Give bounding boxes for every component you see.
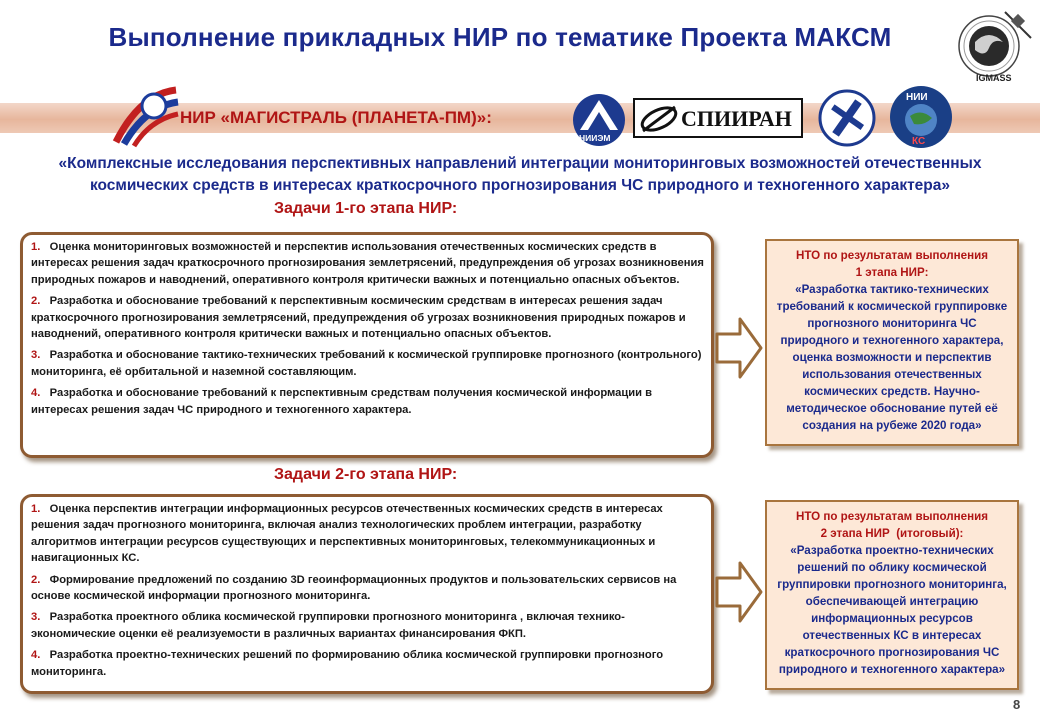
task-text: Разработка проектно-технических решений по формированию облика космической группировки прогнозного мониторинга. — [31, 649, 664, 678]
stage-2-tasks-box — [20, 494, 714, 694]
stage-1-heading: Задачи 1-го этапа НИР: — [274, 200, 458, 217]
stage-2-task — [31, 501, 705, 567]
task-number: 3. — [31, 349, 41, 362]
result-stage-label — [773, 525, 1011, 542]
result-heading: НТО по результатам выполнения — [795, 249, 989, 262]
result-description: «Разработка тактико-технических требований к космической группировке прогнозного мониторинга ЧС природного и техногенного характера, оценка возможности и перспектив использования отечественных космических средств. Научно-методическое обоснование путей её создания на рубеже 2020 года» — [776, 283, 1008, 432]
stage-1-tasks-box — [20, 232, 714, 458]
stage-2-task — [31, 572, 705, 605]
nii-ks-bottom-label: КС — [912, 136, 926, 147]
task-text: Разработка и обоснование требований к перспективным космическим средствам в интересах решения задач краткосрочного прогнозирования землетрясений, предупреждения об угрозах возникновения природных пожаров и наводнений, оперативного контроля критически важных и потенциально опасных объектов. — [31, 295, 686, 341]
band-title: НИР «МАГИСТРАЛЬ (ПЛАНЕТА-ПМ)»: — [180, 108, 492, 127]
niiem-label: НИИЭМ — [579, 133, 611, 143]
slide-title: Выполнение прикладных НИР по тематике Проекта МАКСМ — [108, 22, 892, 52]
stage-2-heading: Задачи 2-го этапа НИР: — [274, 466, 458, 483]
stage-1-task — [31, 385, 705, 418]
task-number: 4. — [31, 387, 41, 400]
task-text: Разработка и обоснование тактико-технических требований к космической группировке прогнозного (контрольного) мониторинга, её орбитальной и наземной составляющим. — [31, 349, 702, 378]
igmass-logo — [945, 2, 1037, 84]
stage-1-task — [31, 347, 705, 380]
task-text: Оценка перспектив интеграции информационных ресурсов отечественных космических средств в интересах решения задач прогнозного мониторинга, включая анализ технологических проблем интеграции, разработку алгоритмов интеграции ресурсов существующих и перспективных мониторинговых, телекоммуникационных и навигационных КС. — [31, 503, 663, 565]
result-description: «Разработка проектно-технических решений по облику космической группировки прогнозного мониторинга, обеспечивающей интеграцию информационных ресурсов отечественных КС в интересах краткосрочного прогнозирования ЧС природного и техногенного характера» — [777, 544, 1007, 676]
stage-1-task — [31, 293, 705, 342]
task-number: 2. — [31, 573, 41, 586]
result-stage-label: 1 этапа НИР: — [855, 266, 929, 279]
subtitle-line-1: «Комплексные исследования перспективных направлений интеграции мониторинговых возможностей отечественных — [58, 155, 982, 172]
stage-1-result-box — [765, 239, 1019, 446]
stage-1-arrow-icon — [714, 316, 764, 380]
subtitle-line-2: космических средств в интересах краткосрочного прогнозирования ЧС природного и техногенного характера» — [89, 177, 951, 194]
task-text: Разработка и обоснование требований к перспективным средствам получения космической информации в интересах решения задач ЧС природного и техногенного характера. — [31, 387, 653, 416]
stage-2-task — [31, 647, 705, 680]
task-number: 3. — [31, 611, 41, 624]
task-text: Разработка проектного облика космической группировки прогнозного мониторинга , включая технико-экономические оценки её реализуемости в различных вариантах финансирования ФКП. — [31, 611, 625, 640]
stage-2-arrow-icon — [714, 560, 764, 624]
stage-1-task — [31, 239, 705, 288]
nii-ks-logo — [888, 84, 954, 150]
result-stage-text: 2 этапа НИР — [820, 527, 890, 540]
task-number: 1. — [31, 503, 41, 515]
task-text: Формирование предложений по созданию 3D геоинформационных продуктов и пользовательских сервисов на основе космической информации прогнозного мониторинга. — [31, 573, 677, 603]
nii-ks-top-label: НИИ — [906, 92, 928, 103]
task-text: Оценка мониторинговых возможностей и перспектив использования отечественных космических средств в интересах решения задач краткосрочного прогнозирования землетрясений, предупреждения об угрозах возникновения природных пожаров и наводнений, оперативного контроля критически важных и потенциально опасных объектов. — [31, 241, 704, 286]
task-number: 1. — [31, 241, 41, 253]
spiiran-logo — [633, 98, 803, 138]
project-subtitle — [20, 153, 1020, 197]
stage-2-result-box — [765, 500, 1019, 690]
igmass-label: IGMASS — [976, 73, 1012, 83]
task-number: 2. — [31, 295, 41, 308]
result-final-mark: (итоговый): — [896, 527, 964, 540]
space-center-logo — [815, 88, 879, 148]
stage-2-task — [31, 609, 705, 642]
spiiran-emblem-icon — [637, 101, 681, 137]
roscosmos-logo — [110, 84, 182, 148]
page-number: 8 — [1013, 697, 1021, 712]
niiem-logo — [570, 92, 628, 148]
task-number: 4. — [31, 649, 41, 662]
result-heading: НТО по результатам выполнения — [795, 510, 989, 523]
spiiran-label: СПИИРАН — [681, 106, 792, 131]
